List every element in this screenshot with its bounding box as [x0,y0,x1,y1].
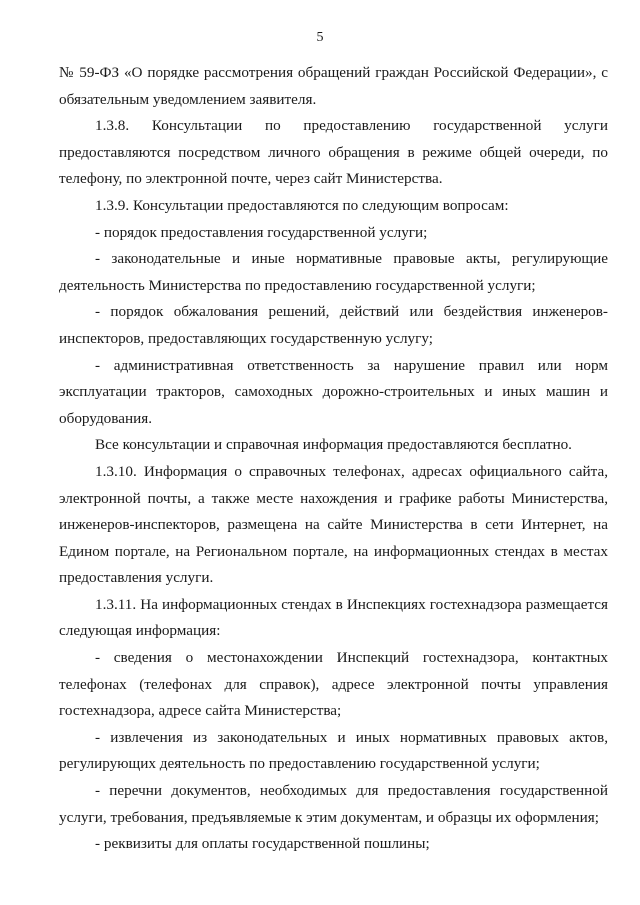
list-item: - административная ответственность за нарушение правил или норм эксплуатации тракторов, самоходных дорожно-строительных и иных машин и оборудования. [59,356,608,427]
paragraph: № 59-ФЗ «О порядке рассмотрения обращений граждан Российской Федерации», с обязательным уведомлением заявителя. [59,64,608,108]
paragraph: 1.3.9. Консультации предоставляются по следующим вопросам: [95,196,509,214]
list-item: - порядок обжалования решений, действий или бездействия инженеров-инспекторов, предоставляющих государственную услугу; [59,303,608,347]
list-item: - сведения о местонахождении Инспекций гостехнадзора, контактных телефонах (телефонах для справок), адресе электронной почты управления гостехнадзора, адресе сайта Министерства; [59,649,608,720]
page-number: 5 [316,30,324,45]
list-item: - реквизиты для оплаты государственной пошлины; [95,835,430,853]
list-item: - перечни документов, необходимых для предоставления государственной услуги, требования, предъявляемые к этим документам, и образцы их оформления; [59,782,608,826]
paragraph: Все консультации и справочная информация предоставляются бесплатно. [95,436,572,454]
list-item: - извлечения из законодательных и иных нормативных правовых актов, регулирующих деятельность по предоставлению государственной услуги; [59,728,608,773]
paragraph: 1.3.8. Консультации по предоставлению государственной услуги предоставляются посредством личного обращения в режиме общей очереди, по телефону, по электронной почте, через сайт Министерства. [59,117,608,188]
document-body [59,60,608,858]
list-item: - порядок предоставления государственной услуги; [95,223,428,241]
paragraph: 1.3.11. На информационных стендах в Инспекциях гостехнадзора размещается следующая информация: [59,595,608,640]
list-item: - законодательные и иные нормативные правовые акты, регулирующие деятельность Министерства по предоставлению государственной услуги; [59,250,608,294]
paragraph: 1.3.10. Информация о справочных телефонах, адресах официального сайта, электронной почты, а также месте нахождения и графике работы Министерства, инженеров-инспекторов, размещена на сайте Министерства в сети Интернет, на Едином портале, на Региональном портале, на информационных стендах в местах предоставления услуги. [59,462,608,587]
